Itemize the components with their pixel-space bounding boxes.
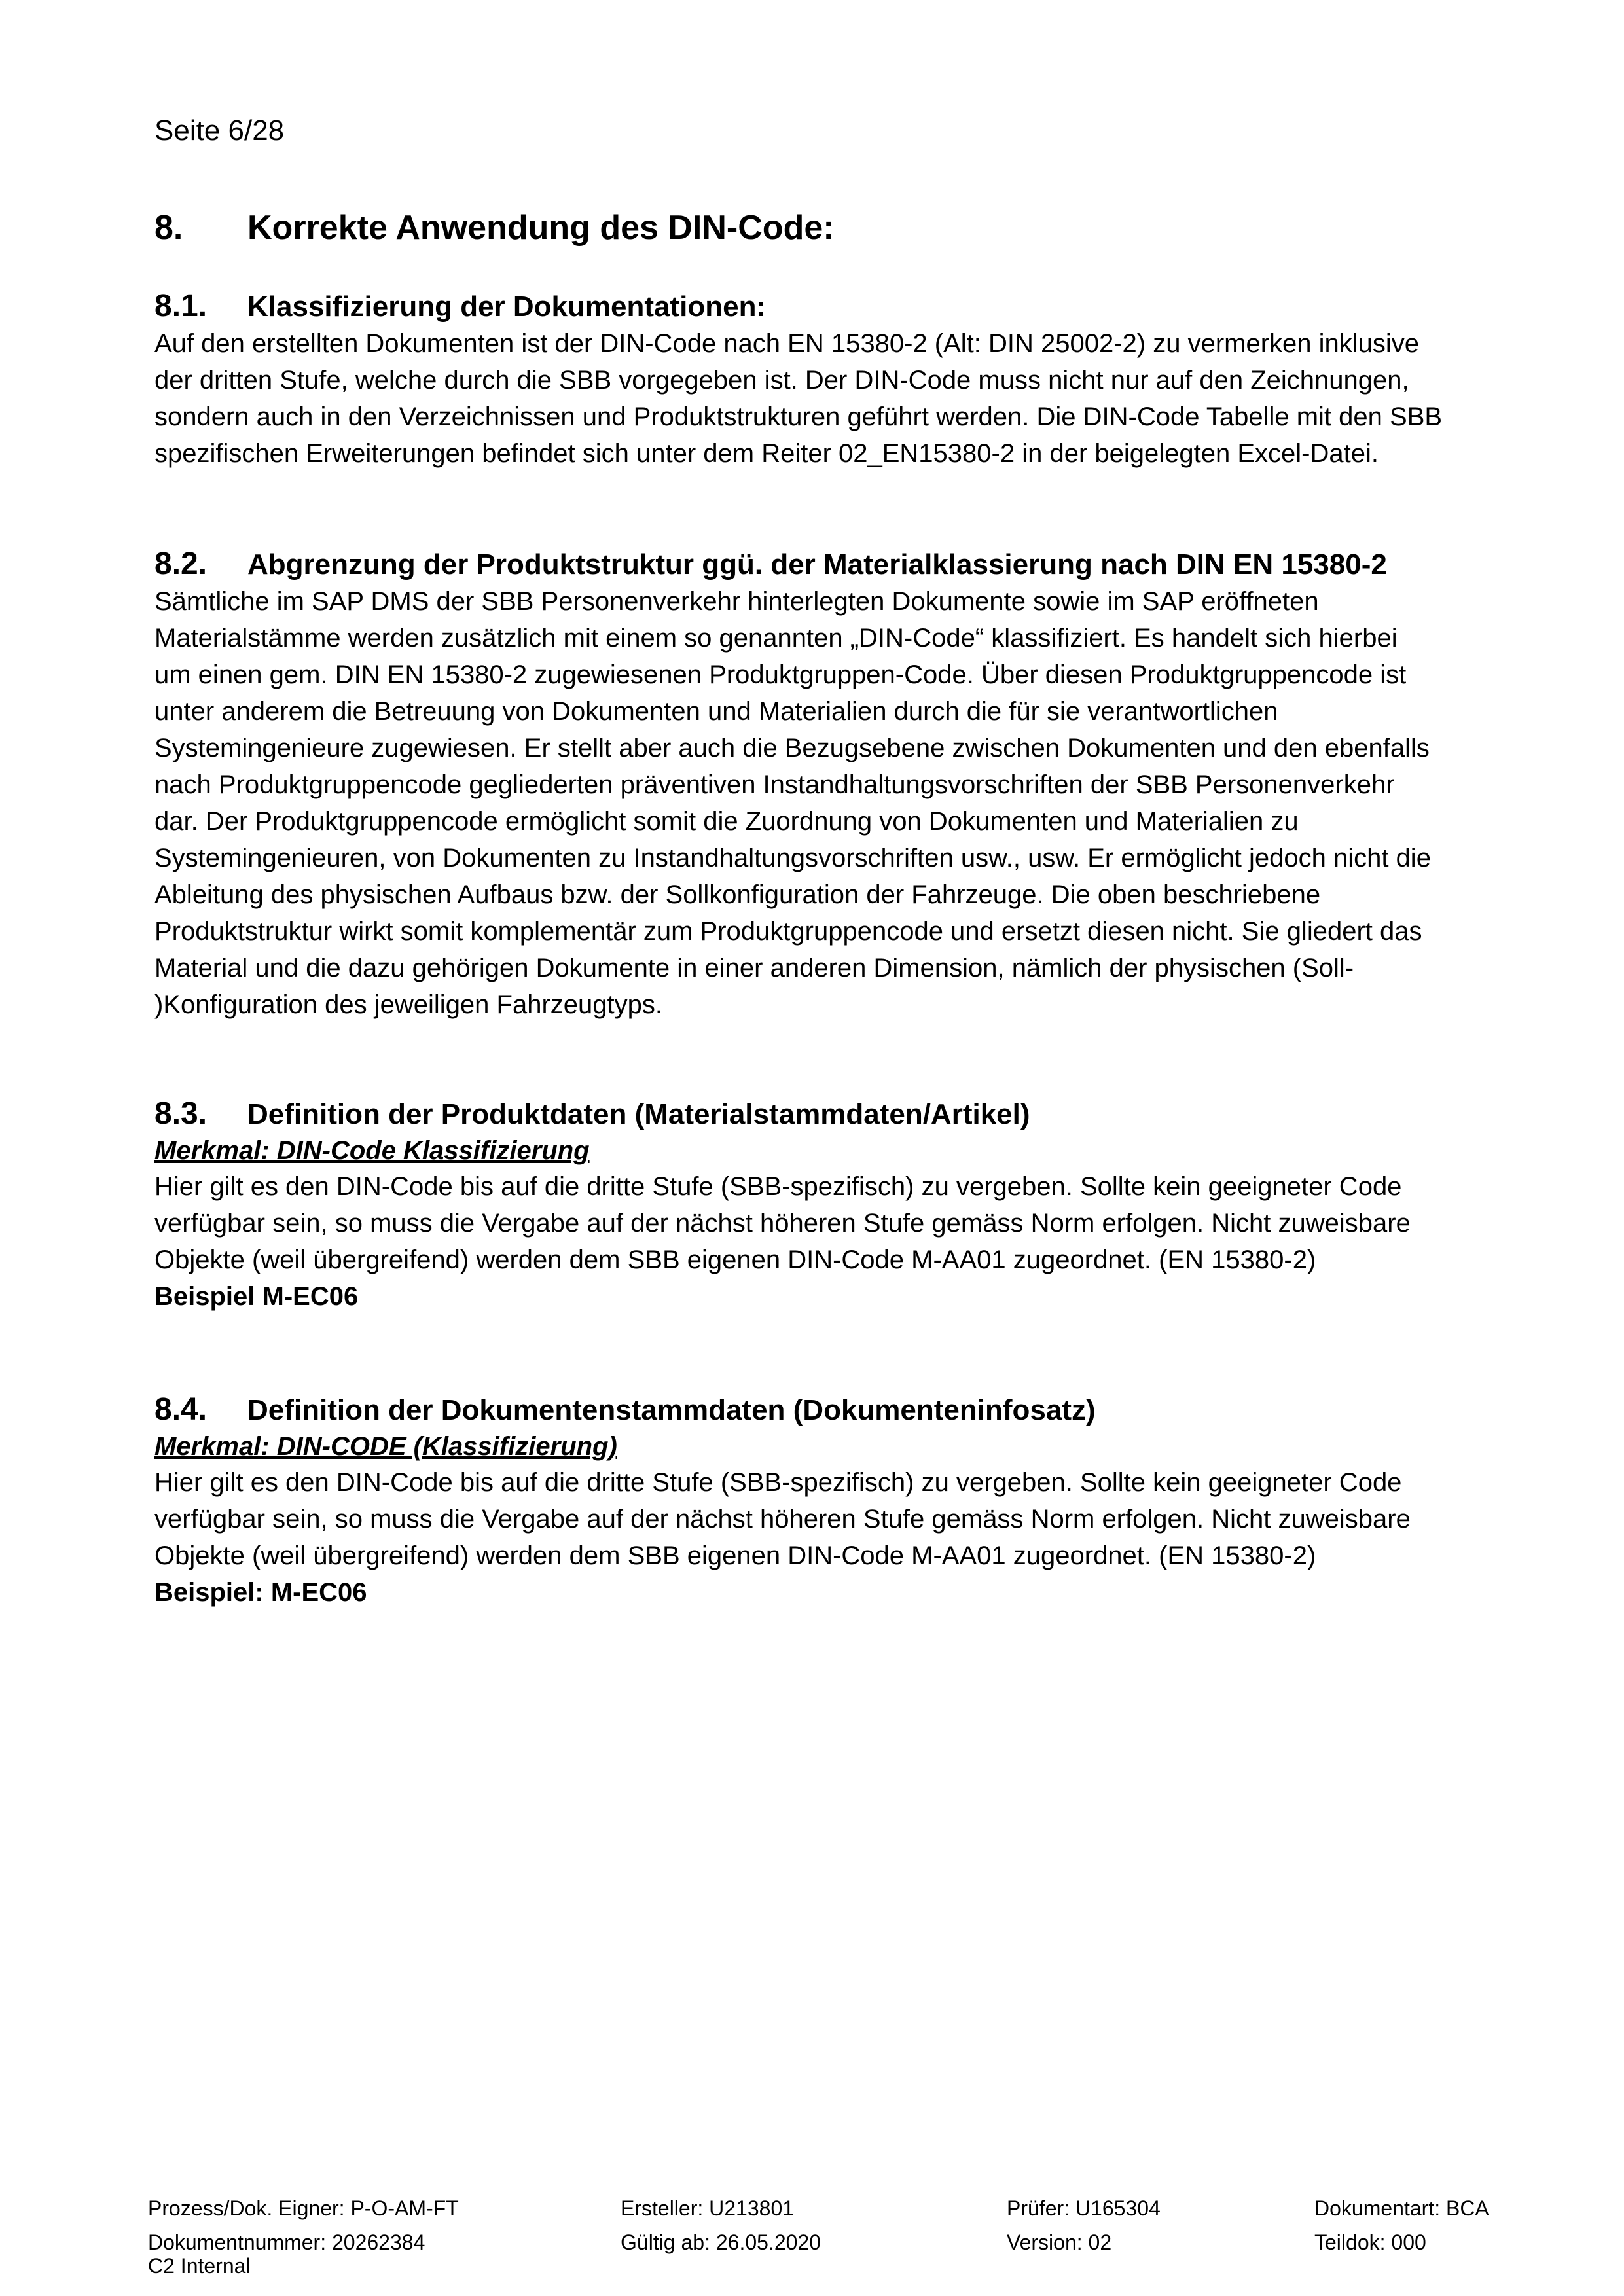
section-number: 8.2. xyxy=(154,547,208,581)
body-line: verfügbar sein, so muss die Vergabe auf der nächst höheren Stufe gemäss Norm erfolgen. Nicht zuweisbare xyxy=(154,1505,1411,1534)
body-line: Produktstruktur wirkt somit komplementär zum Produktgruppencode und ersetzt diesen nicht. Sie gliedert das xyxy=(154,917,1422,946)
feature-label: Merkmal: DIN-CODE (Klassifizierung) xyxy=(154,1432,617,1461)
section-heading xyxy=(154,1391,1503,1429)
body-line: spezifischen Erweiterungen befindet sich unter dem Reiter 02_EN15380-2 in der beigelegten Excel-Datei. xyxy=(154,439,1379,468)
section-title: Abgrenzung der Produktstruktur ggü. der Materialklassierung nach DIN EN 15380-2 xyxy=(247,548,1387,581)
example-code: Beispiel: M-EC06 xyxy=(154,1578,367,1607)
body-line: Auf den erstellten Dokumenten ist der DIN-Code nach EN 15380-2 (Alt: DIN 25002-2) zu vermerken inklusive xyxy=(154,329,1420,358)
body-line: Material und die dazu gehörigen Dokumente in einer anderen Dimension, nämlich der physischen (Soll- xyxy=(154,954,1354,982)
footer-version: Version: 02 xyxy=(1007,2231,1112,2254)
chapter-title: Korrekte Anwendung des DIN-Code: xyxy=(247,209,835,247)
footer-owner: Prozess/Dok. Eigner: P-O-AM-FT xyxy=(148,2197,459,2220)
body-line: der dritten Stufe, welche durch die SBB vorgegeben ist. Der DIN-Code muss nicht nur auf den Zeichnungen, xyxy=(154,366,1409,395)
body-line: Sämtliche im SAP DMS der SBB Personenverkehr hinterlegten Dokumente sowie im SAP eröffneten xyxy=(154,587,1319,616)
footer-valid-from: Gültig ab: 26.05.2020 xyxy=(621,2231,821,2254)
section-number: 8.3. xyxy=(154,1096,208,1131)
body-line: Materialstämme werden zusätzlich mit einem so genannten „DIN-Code“ klassifiziert. Es handelt sich hierbei xyxy=(154,624,1398,653)
section-8-4 xyxy=(154,1391,1503,1611)
footer-author: Ersteller: U213801 xyxy=(621,2197,795,2220)
chapter-number: 8. xyxy=(154,209,183,247)
section-title: Definition der Produktdaten (Materialstammdaten/Artikel) xyxy=(247,1098,1030,1130)
body-line: Objekte (weil übergreifend) werden dem SBB eigenen DIN-Code M-AA01 zugeordnet. (EN 15380-2) xyxy=(154,1246,1316,1274)
body-line: Systemingenieuren, von Dokumenten zu Instandhaltungsvorschriften usw., usw. Er ermöglicht jedoch nicht die xyxy=(154,844,1431,872)
section-body xyxy=(154,583,1503,1023)
footer-part: Teildok: 000 xyxy=(1314,2231,1426,2254)
footer-doc-type: Dokumentart: BCA xyxy=(1314,2197,1489,2220)
body-line: )Konfiguration des jeweiligen Fahrzeugtyps. xyxy=(154,990,662,1019)
section-body xyxy=(154,325,1503,472)
feature-label: Merkmal: DIN-Code Klassifizierung xyxy=(154,1136,590,1165)
section-heading xyxy=(154,546,1503,583)
section-8-2 xyxy=(154,546,1503,1023)
section-8-3 xyxy=(154,1096,1503,1315)
section-title: Definition der Dokumentenstammdaten (Dokumenteninfosatz) xyxy=(247,1394,1096,1426)
body-line: unter anderem die Betreuung von Dokumenten und Materialien durch die für sie verantwortlichen xyxy=(154,697,1278,726)
section-body xyxy=(154,1168,1503,1278)
body-line: Objekte (weil übergreifend) werden dem SBB eigenen DIN-Code M-AA01 zugeordnet. (EN 15380-2) xyxy=(154,1541,1316,1570)
body-line: Ableitung des physischen Aufbaus bzw. der Sollkonfiguration der Fahrzeuge. Die oben beschriebene xyxy=(154,880,1321,909)
section-heading xyxy=(154,1096,1503,1133)
body-line: um einen gem. DIN EN 15380-2 zugewiesenen Produktgruppen-Code. Über diesen Produktgruppencode ist xyxy=(154,660,1407,689)
document-footer xyxy=(148,2194,1496,2280)
section-number: 8.4. xyxy=(154,1392,208,1427)
body-line: Hier gilt es den DIN-Code bis auf die dritte Stufe (SBB-spezifisch) zu vergeben. Sollte kein geeigneter Code xyxy=(154,1468,1402,1497)
body-line: nach Produktgruppencode gegliederten präventiven Instandhaltungsvorschriften der SBB Personenverkehr xyxy=(154,770,1395,799)
body-line: Systemingenieure zugewiesen. Er stellt aber auch die Bezugsebene zwischen Dokumenten und den ebenfalls xyxy=(154,734,1430,762)
footer-doc-number: Dokumentnummer: 20262384 xyxy=(148,2231,425,2254)
footer-row xyxy=(148,2194,1496,2223)
section-body xyxy=(154,1464,1503,1574)
footer-classification: C2 Internal xyxy=(148,2254,251,2278)
body-line: Hier gilt es den DIN-Code bis auf die dritte Stufe (SBB-spezifisch) zu vergeben. Sollte kein geeigneter Code xyxy=(154,1172,1402,1201)
body-line: verfügbar sein, so muss die Vergabe auf der nächst höheren Stufe gemäss Norm erfolgen. Nicht zuweisbare xyxy=(154,1209,1411,1238)
chapter-heading xyxy=(154,207,835,249)
body-line: sondern auch in den Verzeichnissen und Produktstrukturen geführt werden. Die DIN-Code Tabelle mit den SBB xyxy=(154,403,1443,431)
footer-reviewer: Prüfer: U165304 xyxy=(1007,2197,1161,2220)
section-8-1 xyxy=(154,288,1503,472)
page-number: Seite 6/28 xyxy=(154,115,285,147)
section-heading xyxy=(154,288,1503,325)
section-number: 8.1. xyxy=(154,289,208,323)
section-title: Klassifizierung der Dokumentationen: xyxy=(247,291,767,323)
example-code: Beispiel M-EC06 xyxy=(154,1282,359,1311)
body-line: dar. Der Produktgruppencode ermöglicht somit die Zuordnung von Dokumenten und Materialien zu xyxy=(154,807,1299,836)
